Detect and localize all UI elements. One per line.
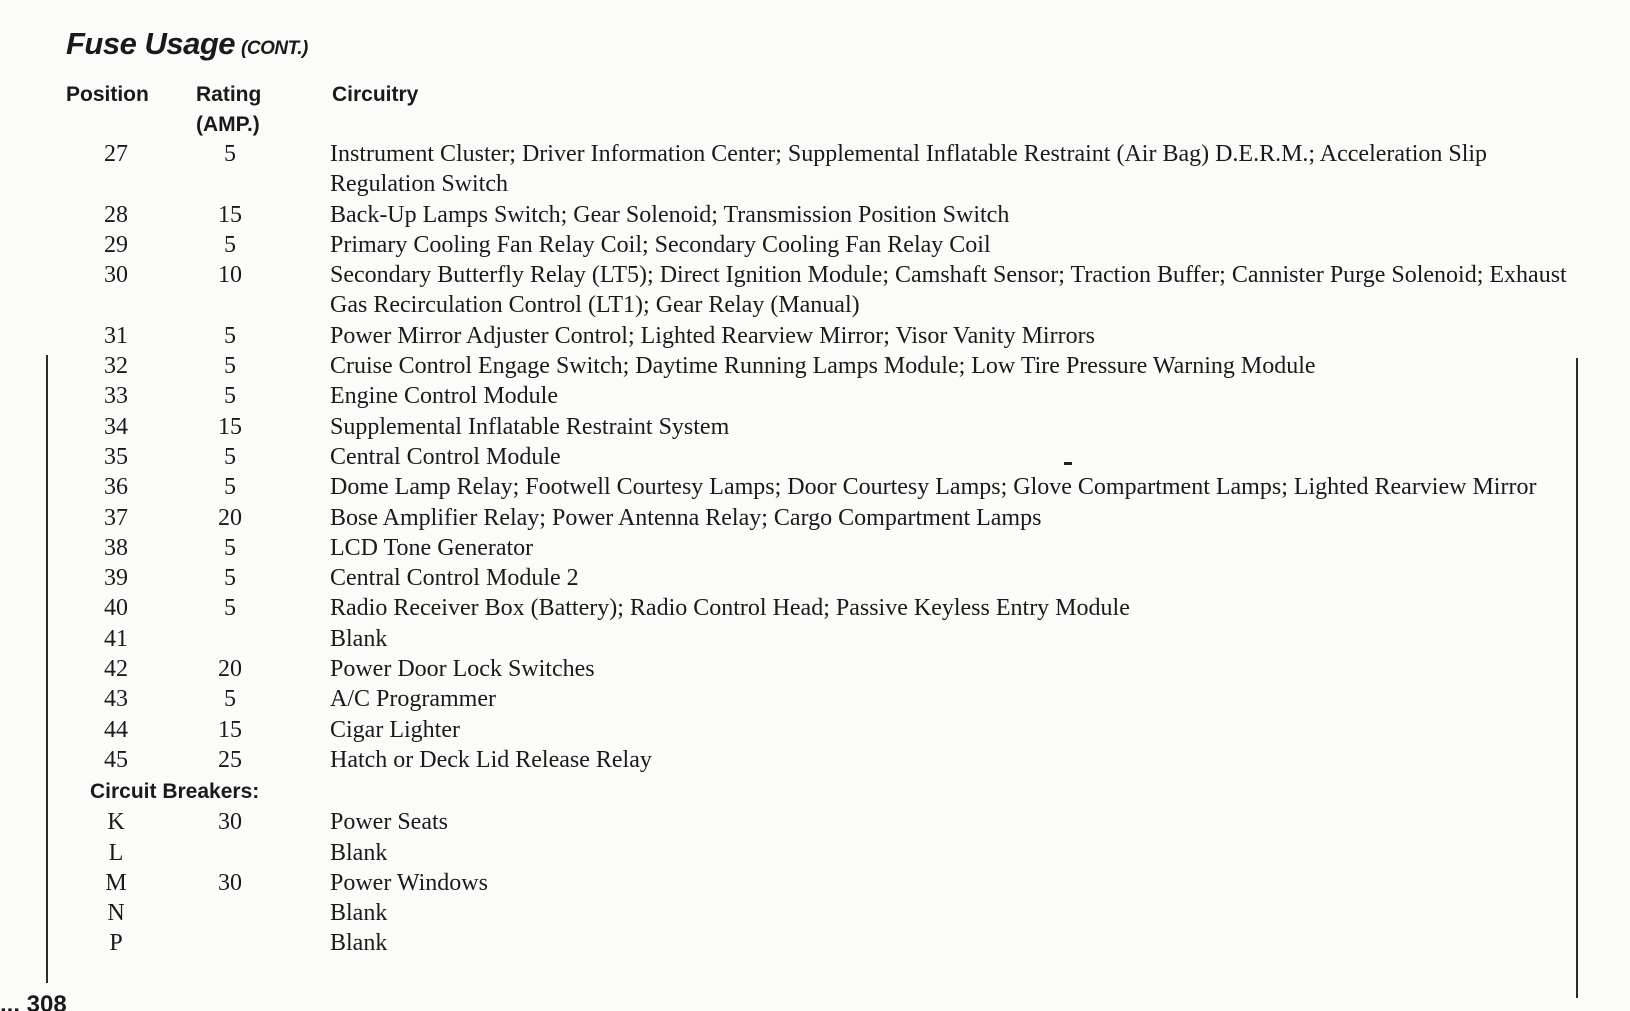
change-bar-left bbox=[46, 355, 48, 983]
page-title bbox=[66, 26, 308, 62]
fuse-row bbox=[0, 715, 1630, 745]
page-number: ... 308 bbox=[0, 991, 67, 1011]
position-cell: L bbox=[108, 839, 124, 866]
fuse-row bbox=[0, 381, 1630, 411]
row-number-cells bbox=[0, 230, 330, 260]
change-bar-right bbox=[1576, 358, 1578, 998]
position-cell: N bbox=[107, 900, 125, 927]
circuitry-cell: Central Control Module bbox=[330, 443, 561, 470]
position-cell: 36 bbox=[104, 474, 128, 501]
position-cell: 28 bbox=[104, 201, 128, 228]
fuse-row bbox=[0, 503, 1630, 533]
row-number-cells bbox=[0, 351, 330, 381]
fuse-row bbox=[0, 624, 1630, 654]
position-cell: 40 bbox=[104, 595, 128, 622]
position-cell: 41 bbox=[104, 625, 128, 652]
rating-cell: 5 bbox=[224, 565, 236, 592]
circuitry-cell: Blank bbox=[330, 900, 388, 927]
position-cell: 33 bbox=[104, 383, 128, 410]
header-position: Position bbox=[66, 83, 149, 106]
rating-cell: 30 bbox=[218, 809, 242, 836]
rating-cell: 20 bbox=[218, 504, 242, 531]
title-text: Fuse Usage bbox=[66, 26, 236, 61]
fuse-table bbox=[0, 139, 1630, 959]
rating-cell: 10 bbox=[218, 262, 242, 289]
circuitry-cell: Hatch or Deck Lid Release Relay bbox=[330, 746, 652, 773]
row-number-cells bbox=[0, 838, 330, 868]
rating-cell: 15 bbox=[218, 413, 242, 440]
rating-cell: 5 bbox=[224, 322, 236, 349]
row-number-cells bbox=[0, 563, 330, 593]
circuitry-cell: Back-Up Lamps Switch; Gear Solenoid; Transmission Position Switch bbox=[330, 201, 1010, 228]
position-cell: 34 bbox=[104, 413, 128, 440]
row-number-cells bbox=[0, 321, 330, 351]
circuitry-cell: Cruise Control Engage Switch; Daytime Running Lamps Module; Low Tire Pressure Warning Module bbox=[330, 353, 1316, 380]
position-cell: 45 bbox=[104, 746, 128, 773]
row-number-cells bbox=[0, 868, 330, 898]
position-cell: 35 bbox=[104, 443, 128, 470]
header-rating-line1: Rating bbox=[196, 83, 262, 106]
position-cell: 43 bbox=[104, 686, 128, 713]
fuse-row bbox=[0, 321, 1630, 351]
rating-cell: 5 bbox=[224, 231, 236, 258]
row-number-cells bbox=[0, 624, 330, 654]
circuitry-cell: Instrument Cluster; Driver Information Center; Supplemental Inflatable Restraint (Air Bag) D.E.R.M.; Acceleration Slip Regulation Switch bbox=[330, 141, 1488, 198]
circuitry-cell: Power Seats bbox=[330, 809, 448, 836]
row-number-cells bbox=[0, 139, 330, 169]
fuse-row bbox=[0, 684, 1630, 714]
header-circuitry: Circuitry bbox=[332, 83, 419, 106]
rating-cell: 5 bbox=[224, 534, 236, 561]
position-cell: 39 bbox=[104, 565, 128, 592]
fuse-row bbox=[0, 442, 1630, 472]
position-cell: 30 bbox=[104, 262, 128, 289]
rating-cell: 5 bbox=[224, 353, 236, 380]
fuse-row bbox=[0, 139, 1630, 200]
row-number-cells bbox=[0, 715, 330, 745]
circuitry-cell: Primary Cooling Fan Relay Coil; Secondary Cooling Fan Relay Coil bbox=[330, 231, 991, 258]
row-number-cells bbox=[0, 260, 330, 290]
rating-cell: 5 bbox=[224, 686, 236, 713]
rating-cell: 5 bbox=[224, 443, 236, 470]
circuit-breaker-row bbox=[0, 898, 1630, 928]
position-cell: 38 bbox=[104, 534, 128, 561]
circuitry-cell: Radio Receiver Box (Battery); Radio Control Head; Passive Keyless Entry Module bbox=[330, 595, 1130, 622]
row-number-cells bbox=[0, 472, 330, 502]
header-rating bbox=[196, 80, 261, 140]
circuitry-cell: Blank bbox=[330, 625, 388, 652]
position-cell: K bbox=[107, 809, 125, 836]
fuse-row bbox=[0, 593, 1630, 623]
rating-cell: 5 bbox=[224, 474, 236, 501]
row-number-cells bbox=[0, 898, 330, 928]
row-number-cells bbox=[0, 200, 330, 230]
stray-mark bbox=[1064, 462, 1072, 465]
title-suffix: (CONT.) bbox=[241, 38, 308, 59]
circuit-breaker-row bbox=[0, 807, 1630, 837]
row-number-cells bbox=[0, 381, 330, 411]
fuse-row bbox=[0, 230, 1630, 260]
rating-cell: 5 bbox=[224, 595, 236, 622]
circuitry-cell: Bose Amplifier Relay; Power Antenna Relay; Cargo Compartment Lamps bbox=[330, 504, 1042, 531]
circuitry-cell: Central Control Module 2 bbox=[330, 565, 579, 592]
header-rating-line2: (AMP.) bbox=[196, 113, 260, 136]
position-cell: M bbox=[105, 869, 127, 896]
fuse-row bbox=[0, 563, 1630, 593]
position-cell: 31 bbox=[104, 322, 128, 349]
position-cell: P bbox=[109, 930, 123, 957]
position-cell: 44 bbox=[104, 716, 128, 743]
row-number-cells bbox=[0, 533, 330, 563]
position-cell: 37 bbox=[104, 504, 128, 531]
row-number-cells bbox=[0, 503, 330, 533]
row-number-cells bbox=[0, 593, 330, 623]
fuse-row bbox=[0, 260, 1630, 321]
circuitry-cell: Power Mirror Adjuster Control; Lighted Rearview Mirror; Visor Vanity Mirrors bbox=[330, 322, 1095, 349]
circuitry-cell: Power Door Lock Switches bbox=[330, 656, 595, 683]
rating-cell: 30 bbox=[218, 869, 242, 896]
circuitry-cell: Power Windows bbox=[330, 869, 488, 896]
circuitry-cell: Secondary Butterfly Relay (LT5); Direct Ignition Module; Camshaft Sensor; Traction Buffer; Cannister Purge Solenoid; Exhaust Gas Recirculation Control (LT1); Gear Relay (Manual) bbox=[330, 262, 1567, 319]
circuitry-cell: Cigar Lighter bbox=[330, 716, 460, 743]
circuit-breaker-row bbox=[0, 838, 1630, 868]
row-number-cells bbox=[0, 654, 330, 684]
row-number-cells bbox=[0, 684, 330, 714]
row-number-cells bbox=[0, 745, 330, 775]
circuit-breaker-row bbox=[0, 928, 1630, 958]
row-number-cells bbox=[0, 442, 330, 472]
row-number-cells bbox=[0, 807, 330, 837]
fuse-row bbox=[0, 351, 1630, 381]
fuse-row bbox=[0, 745, 1630, 775]
circuit-breakers-heading: Circuit Breakers: bbox=[90, 780, 260, 804]
row-number-cells bbox=[0, 928, 330, 958]
rating-cell: 15 bbox=[218, 716, 242, 743]
rating-cell: 25 bbox=[218, 746, 242, 773]
fuse-row bbox=[0, 533, 1630, 563]
circuitry-cell: LCD Tone Generator bbox=[330, 534, 534, 561]
circuitry-cell: Supplemental Inflatable Restraint System bbox=[330, 413, 730, 440]
rating-cell: 5 bbox=[224, 141, 236, 167]
circuitry-cell: Blank bbox=[330, 839, 388, 866]
circuitry-cell: Blank bbox=[330, 930, 388, 957]
position-cell: 32 bbox=[104, 353, 128, 380]
row-number-cells bbox=[0, 412, 330, 442]
position-cell: 27 bbox=[104, 141, 128, 167]
circuitry-cell: Dome Lamp Relay; Footwell Courtesy Lamps; Door Courtesy Lamps; Glove Compartment Lamps; Lighted Rearview Mirror bbox=[330, 474, 1537, 501]
fuse-row bbox=[0, 200, 1630, 230]
fuse-row bbox=[0, 412, 1630, 442]
circuitry-cell: A/C Programmer bbox=[330, 686, 496, 713]
position-cell: 29 bbox=[104, 231, 128, 258]
rating-cell: 15 bbox=[218, 201, 242, 228]
rating-cell: 20 bbox=[218, 656, 242, 683]
circuitry-cell: Engine Control Module bbox=[330, 383, 558, 410]
fuse-row bbox=[0, 654, 1630, 684]
circuit-breaker-row bbox=[0, 868, 1630, 898]
position-cell: 42 bbox=[104, 656, 128, 683]
fuse-row bbox=[0, 472, 1630, 502]
rating-cell: 5 bbox=[224, 383, 236, 410]
